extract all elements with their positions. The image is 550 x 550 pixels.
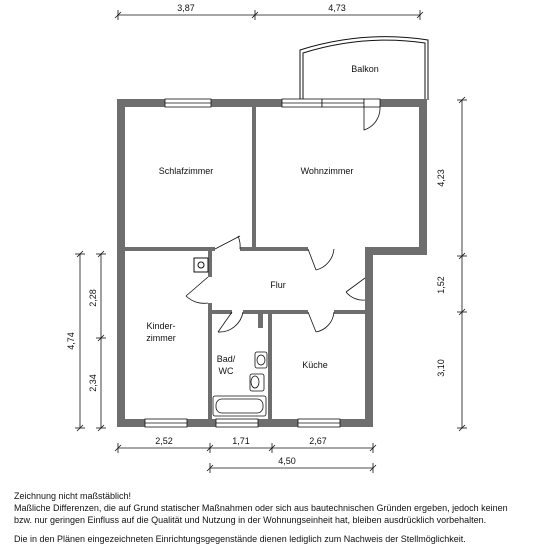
dim-bottom-total: 4,50 [278, 456, 296, 466]
dim-right-lower: 3,10 [436, 359, 446, 377]
dim-bottom-middle: 1,71 [232, 436, 250, 446]
interior-walls [125, 107, 365, 419]
note-line-3: bzw. nur geringen Einfluss auf die Qualität und Nutzung in der Wohnungseinheit hat, bleiben ausdrücklich vorbehalten. [14, 515, 487, 525]
dim-top-left: 3,87 [177, 3, 195, 13]
note-line-2: Maßliche Differenzen, die auf Grund statischer Maßnahmen oder sich aus bautechnischen Gründen ergeben, jedoch keinen [14, 503, 508, 513]
room-label-kinderzimmer-1: Kinder- [146, 321, 176, 331]
room-label-schlafzimmer: Schlafzimmer [158, 166, 214, 176]
room-label-wohnzimmer: Wohnzimmer [300, 166, 354, 176]
room-label-flur: Flur [270, 280, 286, 290]
room-label-bad-1: Bad/ [216, 354, 236, 364]
dim-bottom-right: 2,67 [309, 436, 327, 446]
dim-right-upper: 4,23 [436, 169, 446, 187]
dim-left-lower: 2,34 [88, 374, 98, 392]
dim-top-right: 4,73 [328, 3, 346, 13]
room-label-bad-2: WC [218, 366, 234, 376]
dim-left-total: 4,74 [66, 332, 76, 350]
dim-bottom-left: 2,52 [155, 436, 173, 446]
note-line-1: Zeichnung nicht maßstäblich! [14, 491, 132, 501]
dim-left-upper: 2,28 [88, 289, 98, 307]
dim-right-middle: 1,52 [436, 276, 446, 294]
room-label-balkon: Balkon [351, 64, 379, 74]
room-label-kinderzimmer-2: zimmer [146, 333, 176, 343]
note-line-4: Die in den Plänen eingezeichneten Einrichtungsgegenstände dienen lediglich zum Nachweis der Stellmöglichkeit. [14, 534, 466, 544]
room-label-kueche: Küche [302, 360, 328, 370]
doors [186, 99, 380, 332]
